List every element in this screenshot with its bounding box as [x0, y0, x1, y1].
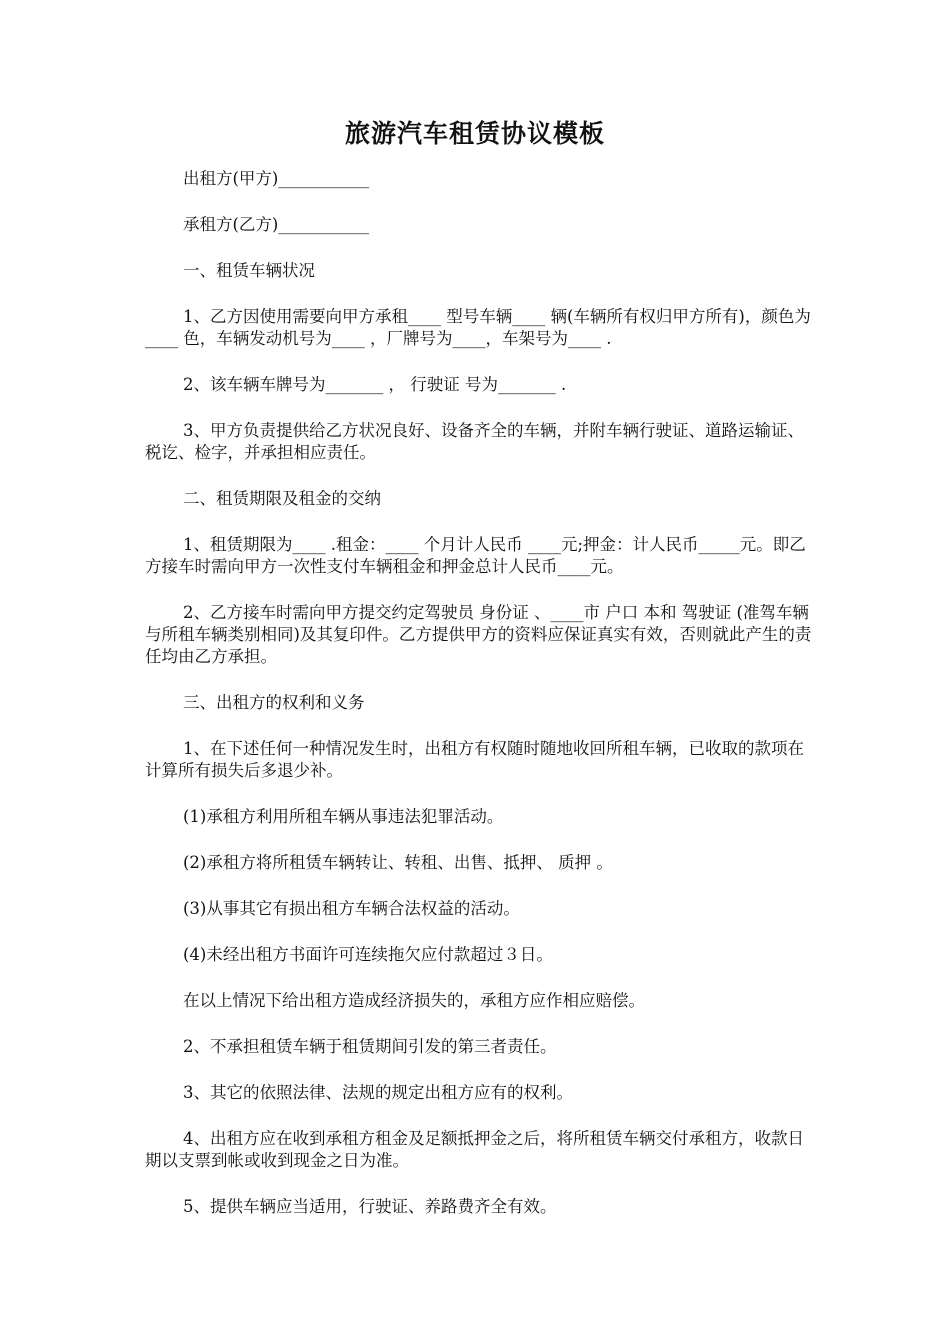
section-heading-lease-term: 二、租赁期限及租金的交纳 [183, 489, 381, 508]
paragraph: 2、不承担租赁车辆于租赁期间引发的第三者责任。 [183, 1037, 557, 1056]
paragraph: 1、租赁期限为____ .租金：____ 个月计人民币 ____元;押金：计人民币_____元。即乙方接车时需向甲方一次性支付车辆租金和押金总计人民币____元。 [145, 535, 806, 576]
paragraph: (4)未经出租方书面许可连续拖欠应付款超过３日。 [183, 945, 553, 964]
document-body [145, 168, 815, 1242]
paragraph-lessor: 出租方(甲方)___________ [183, 169, 370, 188]
paragraph-lessee: 承租方(乙方)___________ [183, 215, 370, 234]
paragraph: 4、出租方应在收到承租方租金及足额抵押金之后，将所租赁车辆交付承租方，收款日期以支票到帐或收到现金之日为准。 [145, 1129, 804, 1170]
paragraph: 3、其它的依照法律、法规的规定出租方应有的权利。 [183, 1083, 573, 1102]
paragraph: 1、乙方因使用需要向甲方承租____ 型号车辆____ 辆(车辆所有权归甲方所有)，颜色为____ 色，车辆发动机号为____ ，厂牌号为____，车架号为____ . [145, 307, 811, 348]
document-title: 旅游汽车租赁协议模板 [344, 119, 605, 148]
paragraph: 2、乙方接车时需向甲方提交约定驾驶员 身份证 、____市 户口 本和 驾驶证 (准驾车辆与所租车辆类别相同)及其复印件。乙方提供甲方的资料应保证真实有效，否则就此产生的责任均由乙方承担。 [145, 603, 812, 666]
paragraph: (3)从事其它有损出租方车辆合法权益的活动。 [183, 899, 520, 918]
paragraph: (2)承租方将所租赁车辆转让、转租、出售、抵押、 质押 。 [183, 853, 613, 872]
paragraph: (1)承租方利用所租车辆从事违法犯罪活动。 [183, 807, 504, 826]
section-heading-vehicle-status: 一、租赁车辆状况 [183, 261, 315, 280]
paragraph: 5、提供车辆应当适用，行驶证、养路费齐全有效。 [183, 1197, 557, 1216]
paragraph: 1、在下述任何一种情况发生时，出租方有权随时随地收回所租车辆，已收取的款项在计算所有损失后多退少补。 [145, 739, 804, 780]
paragraph: 3、甲方负责提供给乙方状况良好、设备齐全的车辆，并附车辆行驶证、道路运输证、税讫、检字，并承担相应责任。 [145, 421, 804, 462]
section-heading-lessor-rights: 三、出租方的权利和义务 [183, 693, 365, 712]
paragraph: 2、该车辆车牌号为_______ ， 行驶证 号为_______ . [183, 375, 567, 394]
paragraph: 在以上情况下给出租方造成经济损失的，承租方应作相应赔偿。 [183, 991, 645, 1010]
